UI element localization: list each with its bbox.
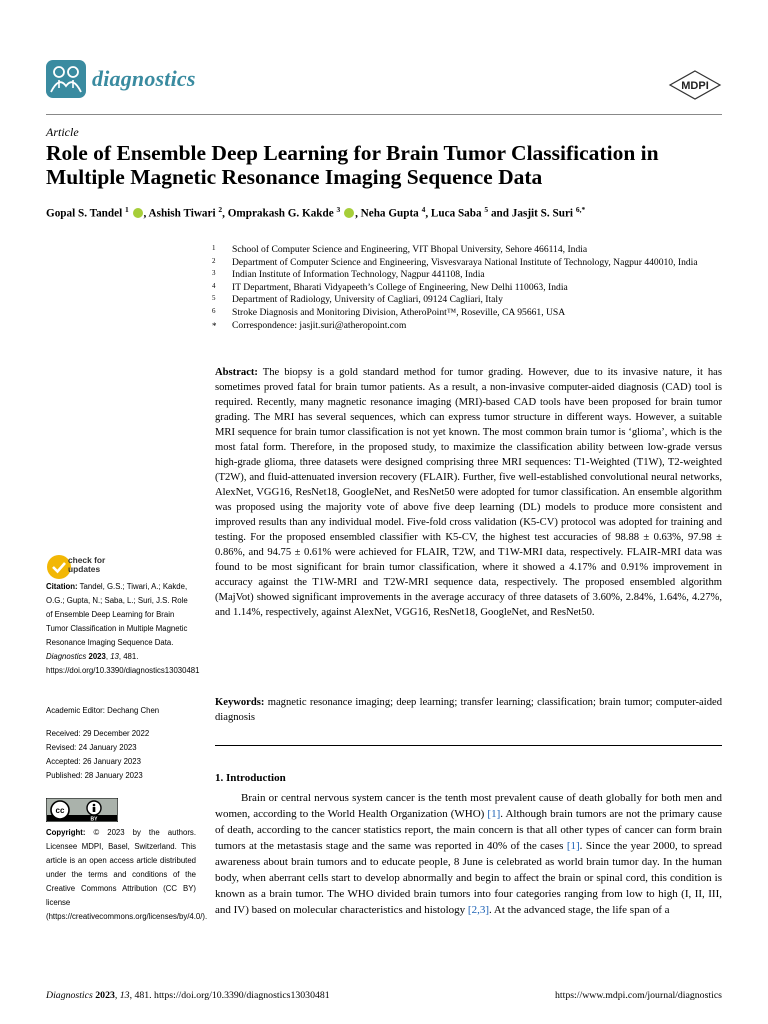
affiliation-text: School of Computer Science and Engineering, VIT Bhopal University, Sehore 466114, India: [232, 244, 588, 255]
author-affiliation-mark: 5: [484, 205, 489, 214]
citation-volume: 13: [110, 652, 119, 661]
affiliations: [212, 244, 722, 332]
citation-link[interactable]: [1]: [487, 808, 501, 820]
affiliation-item: [212, 257, 722, 270]
citation-link[interactable]: [2,3]: [467, 904, 489, 916]
check-updates-line1: check for: [68, 555, 106, 565]
mdpi-logo-icon: [668, 70, 722, 100]
author-list: Gopal S. Tandel $^1$ , Ashish Tiwari $^2$, Omprakash G. Kakde $^3$ , Neha Gupta $^4$, Luca Saba $^5$ and Jasjit S. Suri $^{6,*}$: [46, 205, 586, 220]
footer-citation: Diagnostics 2023, 13, 481. https://doi.org/10.3390/diagnostics13030481: [46, 990, 330, 1001]
academic-editor: Academic Editor: Dechang Chen: [46, 706, 160, 715]
intro-text-1: Brain or central nervous system cancer is the tenth most prevalent cause of death globally for both men and women, according to the World Health Organization (WHO): [215, 792, 722, 820]
date-revised: Revised: 24 January 2023: [46, 743, 137, 752]
author-name: Ashish Tiwari: [148, 207, 219, 220]
abstract: [215, 365, 722, 620]
author-name: Gopal S. Tandel: [46, 207, 125, 220]
svg-text:cc: cc: [55, 806, 65, 815]
author-affiliation-mark: 6,*: [575, 205, 586, 214]
orcid-icon[interactable]: [344, 208, 354, 218]
author-name: Neha Gupta: [360, 207, 422, 220]
citation-doi[interactable]: , 481. https://doi.org/10.3390/diagnostics13030481: [46, 652, 200, 675]
orcid-icon[interactable]: [133, 208, 143, 218]
author-name: Omprakash G. Kakde: [227, 207, 337, 220]
keywords-label: Keywords:: [215, 697, 265, 708]
section-heading-introduction: 1. Introduction: [215, 772, 286, 784]
footer-journal: Diagnostics: [46, 990, 93, 1001]
author-affiliation-mark: 3: [336, 205, 341, 214]
publisher-name: MDPI: [681, 80, 709, 92]
author-affiliation-mark: 2: [218, 205, 223, 214]
date-published: Published: 28 January 2023: [46, 771, 143, 780]
abstract-label: Abstract:: [215, 367, 258, 378]
affiliation-item: [212, 307, 722, 320]
dates-block: [46, 727, 196, 783]
affiliation-text: Stroke Diagnosis and Monitoring Division, AtheroPoint™, Roseville, CA 95661, USA: [232, 306, 566, 318]
citation-text: Tandel, G.S.; Tiwari, A.; Kakde, O.G.; Gupta, N.; Saba, L.; Suri, J.S. Role of Ensemble Deep Learning for Brain Tumor Classification in Multiple Magnetic Resonance Imaging Sequence Data.: [46, 582, 188, 647]
citation-year: 2023: [88, 652, 106, 661]
footer-doi[interactable]: , 481. https://doi.org/10.3390/diagnostics13030481: [129, 990, 330, 1001]
affiliation-number: *: [212, 320, 217, 331]
paper-title: Role of Ensemble Deep Learning for Brain Tumor Classification in Multiple Magnetic Resonance Imaging Sequence Data: [46, 141, 659, 189]
citation-link[interactable]: [1]: [566, 840, 580, 852]
footer-journal-url[interactable]: https://www.mdpi.com/journal/diagnostics: [555, 990, 722, 1001]
intro-text-3: . Since the year 2000, to spread awareness about brain tumors and to educate people, 8 June is celebrated as world brain tumor day. In the human body, when aberrant cells start to develop abnormally and begin to affect the brain or spinal cord, this condition is known as a brain tumor. The WHO divided brain tumors into four categories ranging from low to high (I, II, III, and IV) based on molecular characteristics and histology: [215, 840, 722, 916]
affiliation-number: 3: [212, 269, 216, 278]
journal-name: diagnostics: [92, 66, 196, 91]
diagnostics-logo-icon: [46, 60, 86, 98]
affiliation-text: Department of Radiology, University of Cagliari, 09124 Cagliari, Italy: [232, 294, 503, 306]
keywords-text: magnetic resonance imaging; deep learning; transfer learning; classification; brain tumor; computer-aided diagnosis: [215, 697, 722, 723]
citation-journal: Diagnostics: [46, 652, 87, 661]
date-received: Received: 29 December 2022: [46, 729, 150, 738]
affiliation-number: 4: [212, 281, 216, 290]
footer-volume: 13: [119, 990, 130, 1001]
cc-by-label: BY: [90, 816, 98, 822]
affiliation-number: 6: [212, 306, 216, 315]
check-for-updates-button[interactable]: [46, 554, 126, 580]
header-divider: [46, 114, 722, 115]
affiliation-text: Department of Computer Science and Engineering, Visvesvaraya National Institute of Technology, Nagpur 440010, India: [232, 256, 698, 268]
author-name: Luca Saba: [430, 207, 485, 220]
copyright-label: Copyright:: [46, 828, 86, 837]
copyright-text: © 2023 by the authors. Licensee MDPI, Basel, Switzerland. This article is an open access article distributed under the terms and conditions of the Creative Commons Attribution (CC BY) license (https://creativecommons.org/licenses/by/4.0/).: [46, 828, 208, 921]
affiliation-item: [212, 294, 722, 307]
author-affiliation-mark: 1: [124, 205, 129, 214]
affiliation-item: [212, 269, 722, 282]
date-accepted: Accepted: 26 January 2023: [46, 757, 141, 766]
copyright-block: [46, 826, 208, 924]
affiliation-item: [212, 244, 722, 257]
citation-block: Citation: Tandel, G.S.; Tiwari, A.; Kakde, O.G.; Gupta, N.; Saba, L.; Suri, J.S. Role of Ensemble Deep Learning for Brain Tumor Classification in Multiple Magnetic Resonance Imaging Sequence Data. Diagnostics 2023, 13, 481. https://doi.org/10.3390/diagnostics13030481: [46, 582, 200, 675]
keywords: [215, 695, 722, 725]
affiliation-item: [212, 320, 722, 333]
section-divider: [215, 745, 722, 746]
abstract-text: The biopsy is a gold standard method for tumor grading. However, due to its invasive nature, it has sometimes proved fatal for brain tumor patients. As a result, a non-invasive computer-aided diagnosis (CAD) tool is required. Recently, many magnetic resonance imaging (MRI)-based CAD tools have been proposed for brain tumor grading. The MRI has several sequences, which can express tumor structure in different ways. However, a suitable MRI sequence for brain tumor classification is not yet known. The most common brain tumor is ‘glioma’, which is the most fatal form. Therefore, in the proposed study, to maximize the classification ability between low-grade versus high-grade glioma, three datasets were designed comprising three MRI sequences: T1-Weighted (T1W), T2-weighted (T2W), and fluid-attenuated inversion recovery (FLAIR). Further, five well-established convolutional neural networks, AlexNet, VGG16, ResNet18, GoogleNet, and ResNet50 were adopted for tumor classification. An ensemble algorithm was proposed using the majority vote of above five deep learning (DL) models to produce more consistent and improved results than any individual model. Five-fold cross validation (K5-CV) protocol was adopted for training and testing. For the proposed ensembled classifier with K5-CV, the highest test accuracies of 98.88 ± 0.63%, 97.98 ± 0.86%, and 94.75 ± 0.61% were achieved for FLAIR, T2W, and T1W-MRI data, respectively. FLAIR-MRI data was found to be most significant for brain tumor classification, where it showed a 4.17% and 0.91% improvement in accuracy against the T1W-MRI and T2W-MRI sequence data, respectively. The proposed ensembled algorithm (MajVot) showed significant improvements in the average accuracy of three datasets of 3.60%, 2.84%, 1.64%, 4.27%, and 1.14%, respectively, against AlexNet, VGG16, ResNet18, GoogleNet, and ResNet50.: [215, 367, 722, 618]
article-type: Article: [46, 125, 79, 139]
affiliation-number: 2: [212, 256, 216, 265]
affiliation-text: Indian Institute of Information Technology, Nagpur 441108, India: [232, 269, 485, 281]
affiliation-item: [212, 282, 722, 295]
affiliation-number: 5: [212, 294, 216, 303]
affiliation-text: Correspondence: jasjit.suri@atheropoint.com: [232, 319, 407, 331]
cc-by-license-icon[interactable]: [46, 798, 118, 822]
author-affiliation-mark: 4: [421, 205, 426, 214]
introduction-paragraph: [215, 790, 722, 918]
citation-label: Citation:: [46, 582, 78, 591]
intro-text-2: . Although brain tumors are not the primary cause of death, according to the cancer statistics report, the main concern is that all other types of cancer can form brain tumors at the metastasis stage and the same was reported in 40% of the cases: [215, 808, 723, 852]
check-updates-line2: updates: [68, 564, 101, 574]
author-name: Jasjit S. Suri: [511, 207, 576, 220]
intro-text-4: . At the advanced stage, the life span of a: [489, 904, 670, 916]
affiliation-number: 1: [212, 244, 216, 252]
affiliation-text: IT Department, Bharati Vidyapeeth’s College of Engineering, New Delhi 110063, India: [232, 281, 568, 293]
footer-year: 2023: [95, 990, 115, 1001]
